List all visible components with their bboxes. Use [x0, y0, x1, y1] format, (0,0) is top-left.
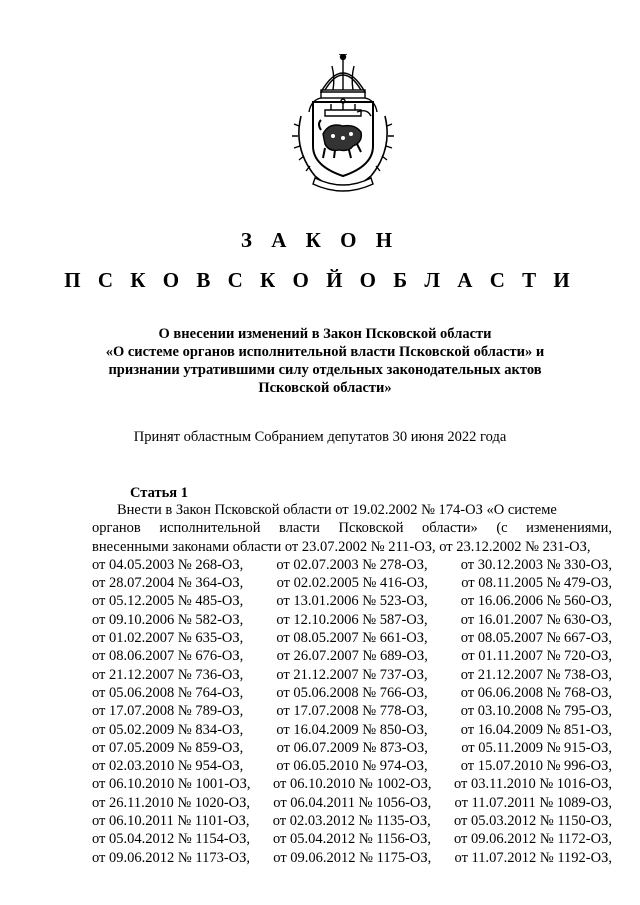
article-line [92, 519, 612, 537]
article-text-segment: от 06.10.2011 № 1101-ОЗ, [92, 813, 250, 830]
article-text-segment: от 02.02.2005 № 416-ОЗ, [276, 575, 428, 592]
article-heading: Статья 1 [130, 485, 188, 501]
article-line [92, 849, 612, 867]
article-text-segment: (с [496, 520, 508, 537]
article-text-segment: от 21.12.2007 № 736-ОЗ, [92, 666, 244, 683]
article-text-segment: от 05.06.2008 № 766-ОЗ, [276, 684, 428, 701]
article-text-segment: от 05.03.2012 № 1150-ОЗ, [453, 813, 612, 830]
article-line [92, 538, 612, 556]
article-line [92, 556, 612, 574]
article-text-segment: от 21.12.2007 № 738-ОЗ, [460, 666, 612, 683]
article-line [92, 574, 612, 592]
article-text-segment: от 01.11.2007 № 720-ОЗ, [461, 648, 612, 665]
article-line [92, 775, 612, 793]
article-line [92, 757, 612, 775]
article-text-segment: от 02.03.2010 № 954-ОЗ, [92, 758, 244, 775]
article-text-segment: от 16.06.2006 № 560-ОЗ, [460, 593, 612, 610]
subject-line: признании утратившими силу отдельных законодательных актов [108, 362, 542, 378]
article-text-segment: от 05.06.2008 № 764-ОЗ, [92, 684, 244, 701]
article-text-segment: от 11.07.2012 № 1192-ОЗ, [454, 849, 612, 866]
article-text-segment: от 13.01.2006 № 523-ОЗ, [276, 593, 428, 610]
article-text-segment: области» [422, 520, 478, 537]
article-text-segment: от 06.05.2010 № 974-ОЗ, [276, 758, 428, 775]
article-text-segment: от 06.10.2010 № 1002-ОЗ, [272, 776, 432, 793]
article-text-segment: от 26.11.2010 № 1020-ОЗ, [92, 794, 251, 811]
article-text-segment: от 12.10.2006 № 587-ОЗ, [276, 611, 428, 628]
law-subject [90, 325, 560, 397]
article-line [92, 666, 612, 684]
article-line [92, 830, 612, 848]
article-text-segment: исполнительной [159, 520, 261, 537]
article-line [92, 739, 612, 757]
article-text-segment: от 08.05.2007 № 661-ОЗ, [276, 630, 428, 647]
article-text-segment: от 28.07.2004 № 364-ОЗ, [92, 575, 244, 592]
article-line [92, 629, 612, 647]
article-text-segment: от 17.07.2008 № 778-ОЗ, [276, 703, 428, 720]
article-text-segment: от 06.07.2009 № 873-ОЗ, [276, 739, 428, 756]
subject-line: «О системе органов исполнительной власти Псковской области» и [105, 344, 545, 360]
article-line [92, 702, 612, 720]
article-text-segment: от 15.07.2010 № 996-ОЗ, [460, 758, 612, 775]
article-text-segment: от 05.02.2009 № 834-ОЗ, [92, 721, 244, 738]
document-title: З А К О Н [240, 228, 400, 252]
article-text-segment: от 07.05.2009 № 859-ОЗ, [92, 739, 244, 756]
subject-line: О внесении изменений в Закон Псковской области [158, 326, 492, 342]
article-text-segment: от 11.07.2011 № 1089-ОЗ, [454, 794, 612, 811]
article-text-segment: от 02.03.2012 № 1135-ОЗ, [272, 813, 431, 830]
article-text-segment: от 05.04.2012 № 1156-ОЗ, [272, 831, 431, 848]
article-line [92, 684, 612, 702]
article-body [92, 501, 612, 867]
article-line [92, 501, 612, 519]
article-text-segment: от 30.12.2003 № 330-ОЗ, [460, 556, 612, 573]
article-text-segment: от 26.07.2007 № 689-ОЗ, [276, 648, 428, 665]
article-text-segment: изменениями, [526, 520, 612, 537]
article-text-segment: от 09.10.2006 № 582-ОЗ, [92, 611, 244, 628]
article-text-segment: от 06.06.2008 № 768-ОЗ, [460, 684, 612, 701]
article-text-segment: от 05.12.2005 № 485-ОЗ, [92, 593, 244, 610]
article-text-segment: власти [279, 520, 320, 537]
article-text-segment: от 03.11.2010 № 1016-ОЗ, [453, 776, 612, 793]
article-text-segment: от 08.06.2007 № 676-ОЗ, [92, 648, 244, 665]
adoption-date: Принят областным Собранием депутатов 30 июня 2022 года [133, 429, 507, 445]
article-line [92, 812, 612, 830]
article-text-segment: от 09.06.2012 № 1172-ОЗ, [453, 831, 612, 848]
article-text-segment: от 05.11.2009 № 915-ОЗ, [461, 739, 612, 756]
article-text-segment: от 06.04.2011 № 1056-ОЗ, [273, 794, 432, 811]
article-line [92, 721, 612, 739]
article-text-segment: Внести в Закон Псковской области от 19.02.2002 № 174-ОЗ «О системе [117, 502, 557, 518]
article-text-segment: от 01.02.2007 № 635-ОЗ, [92, 630, 244, 647]
article-text-segment: органов [92, 520, 141, 537]
coat-of-arms-icon [291, 54, 395, 198]
article-line [92, 647, 612, 665]
article-line [92, 611, 612, 629]
article-text-segment: от 17.07.2008 № 789-ОЗ, [92, 703, 244, 720]
article-text-segment: от 16.04.2009 № 850-ОЗ, [276, 721, 428, 738]
article-line [92, 592, 612, 610]
article-text-segment: от 02.07.2003 № 278-ОЗ, [276, 556, 428, 573]
article-text-segment: от 08.11.2005 № 479-ОЗ, [461, 575, 612, 592]
article-text-segment: от 16.04.2009 № 851-ОЗ, [460, 721, 612, 738]
article-text-segment: от 09.06.2012 № 1175-ОЗ, [273, 849, 432, 866]
article-text-segment: от 09.06.2012 № 1173-ОЗ, [92, 849, 251, 866]
article-text-segment: от 08.05.2007 № 667-ОЗ, [460, 630, 612, 647]
article-text-segment: от 05.04.2012 № 1154-ОЗ, [92, 831, 251, 848]
subject-line: Псковской области» [258, 380, 392, 396]
document-subtitle: П С К О В С К О Й О Б Л А С Т И [64, 268, 576, 292]
article-text-segment: от 04.05.2003 № 268-ОЗ, [92, 556, 244, 573]
article-text-segment: от 21.12.2007 № 737-ОЗ, [276, 666, 428, 683]
article-text-segment: от 16.01.2007 № 630-ОЗ, [460, 611, 612, 628]
article-text-segment: Псковской [338, 520, 404, 537]
article-text-segment: внесенными законами области от 23.07.2002 № 211-ОЗ, от 23.12.2002 № 231-ОЗ, [92, 538, 591, 555]
article-text-segment: от 03.10.2008 № 795-ОЗ, [460, 703, 612, 720]
article-line [92, 794, 612, 812]
article-text-segment: от 06.10.2010 № 1001-ОЗ, [92, 776, 251, 793]
